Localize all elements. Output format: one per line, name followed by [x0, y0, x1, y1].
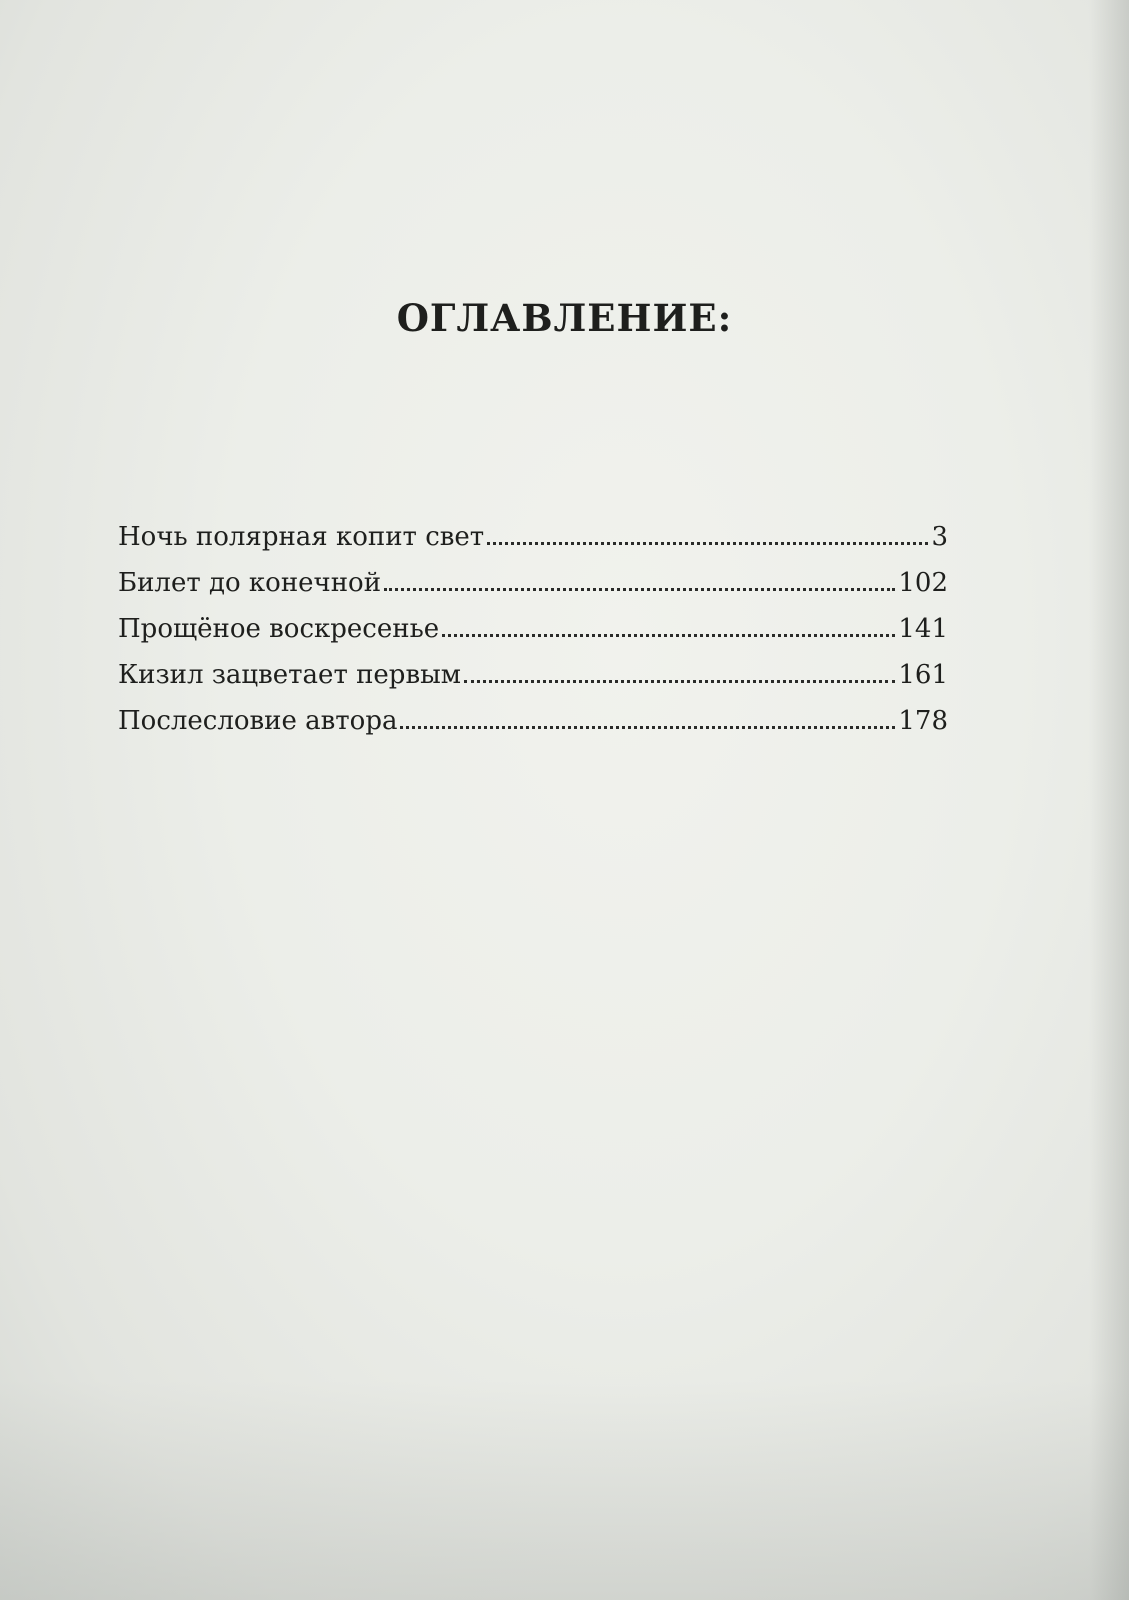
toc-entry: [118, 522, 948, 568]
toc-dot-leader: [487, 541, 928, 545]
toc-entry: [118, 706, 948, 752]
page-edge-shadow: [1089, 0, 1129, 1600]
toc-dot-leader: [442, 633, 895, 637]
toc-entry-page: 102: [898, 568, 948, 598]
page-bottom-shadow: [0, 1380, 1129, 1600]
toc-dot-leader: [400, 725, 895, 729]
toc-entry-page: 141: [898, 614, 948, 644]
toc-entry: [118, 660, 948, 706]
toc-entry-page: 3: [931, 522, 948, 552]
toc-dot-leader: [384, 587, 895, 591]
toc-dot-leader: [464, 679, 895, 683]
toc-entry-title: Билет до конечной: [118, 568, 382, 598]
table-of-contents: [118, 522, 948, 752]
toc-entry-title: Кизил зацветает первым: [118, 660, 462, 690]
toc-entry-title: Ночь полярная копит свет: [118, 522, 485, 552]
toc-entry: [118, 614, 948, 660]
page-title: ОГЛАВЛЕНИЕ:: [396, 296, 733, 340]
toc-entry-page: 178: [898, 706, 948, 736]
toc-entry-title: Прощёное воскресенье: [118, 614, 440, 644]
toc-entry-page: 161: [898, 660, 948, 690]
toc-entry: [118, 568, 948, 614]
toc-entry-title: Послесловие автора: [118, 706, 398, 736]
